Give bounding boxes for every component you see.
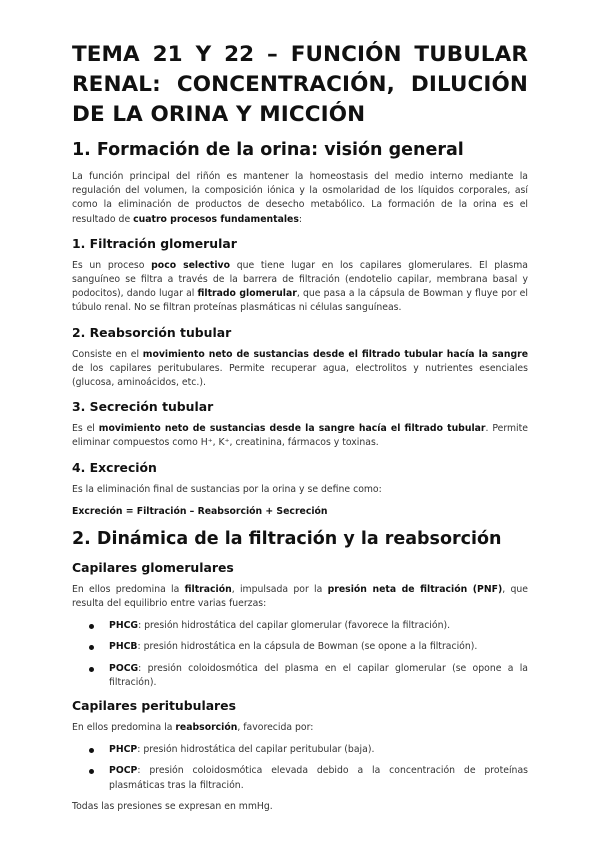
subsection-heading: 1. Filtración glomerular [72, 235, 237, 251]
subsection-heading: 4. Excreción [72, 459, 157, 475]
subsection-heading: Capilares peritubulares [72, 698, 236, 714]
subsection-heading: 3. Secreción tubular [72, 399, 214, 415]
paragraph: Es un proceso poco selectivo que tiene lugar en los capilares glomerulares. El plasma sanguíneo se filtra a través de la barrera de filtración (endotelio capilar, membrana basal y podocitos), dando lugar al filtrado glomerular, que pasa a la cápsula de Bowman y fluye por el túbulo renal. No se filtran proteínas plasmáticas ni células sanguíneas. [72, 259, 528, 314]
bullet-list [72, 743, 528, 793]
footnote: Todas las presiones se expresan en mmHg. [72, 800, 273, 812]
bullet-icon [89, 667, 94, 672]
section-heading: 1. Formación de la orina: visión general [72, 140, 464, 160]
bullet-icon [89, 769, 94, 774]
paragraph: Consiste en el movimiento neto de sustancias desde el filtrado tubular hacía la sangre de los capilares peritubulares. Permite recuperar agua, electrolitos y nutrientes esenciales (glucosa, aminoácidos, etc.). [72, 348, 528, 389]
bullet-list [72, 619, 528, 690]
list-item: PHCG: presión hidrostática del capilar glomerular (favorece la filtración). [72, 619, 528, 633]
list-item: POCG: presión coloidosmótica del plasma en el capilar glomerular (se opone a la filtración). [72, 662, 528, 690]
bullet-icon [89, 645, 94, 650]
paragraph: Es la eliminación final de sustancias por la orina y se define como: [72, 483, 382, 495]
document-title: TEMA 21 Y 22 – FUNCIÓN TUBULAR RENAL: CONCENTRACIÓN, DILUCIÓN DE LA ORINA Y MICCIÓN [72, 42, 528, 127]
paragraph: La función principal del riñón es mantener la homeostasis del medio interno mediante la regulación del volumen, la composición iónica y la osmolaridad de los líquidos corporales, así como la eliminación de productos de desecho metabólico. La formación de la orina es el resultado de cuatro procesos fundamentales: [72, 171, 528, 225]
list-item: POCP: presión coloidosmótica elevada debido a la concentración de proteínas plasmáticas tras la filtración. [72, 764, 528, 792]
section-heading: 2. Dinámica de la filtración y la reabsorción [72, 528, 502, 549]
bullet-icon [89, 624, 94, 629]
paragraph: En ellos predomina la reabsorción, favorecida por: [72, 722, 314, 734]
list-item: PHCP: presión hidrostática del capilar peritubular (baja). [72, 743, 528, 757]
document-page [72, 40, 528, 822]
paragraph: Es el movimiento neto de sustancias desde la sangre hacía el filtrado tubular. Permite eliminar compuestos como H⁺, K⁺, creatinina, fármacos y toxinas. [72, 423, 528, 449]
list-item: PHCB: presión hidrostática en la cápsula de Bowman (se opone a la filtración). [72, 640, 528, 654]
bullet-icon [89, 748, 94, 753]
subsection-heading: 2. Reabsorción tubular [72, 324, 232, 340]
excretion-formula: Excreción = Filtración – Reabsorción + Secreción [72, 505, 328, 517]
paragraph: En ellos predomina la filtración, impulsada por la presión neta de filtración (PNF), que resulta del equilibrio entre varias fuerzas: [72, 583, 528, 610]
subsection-heading: Capilares glomerulares [72, 559, 234, 575]
